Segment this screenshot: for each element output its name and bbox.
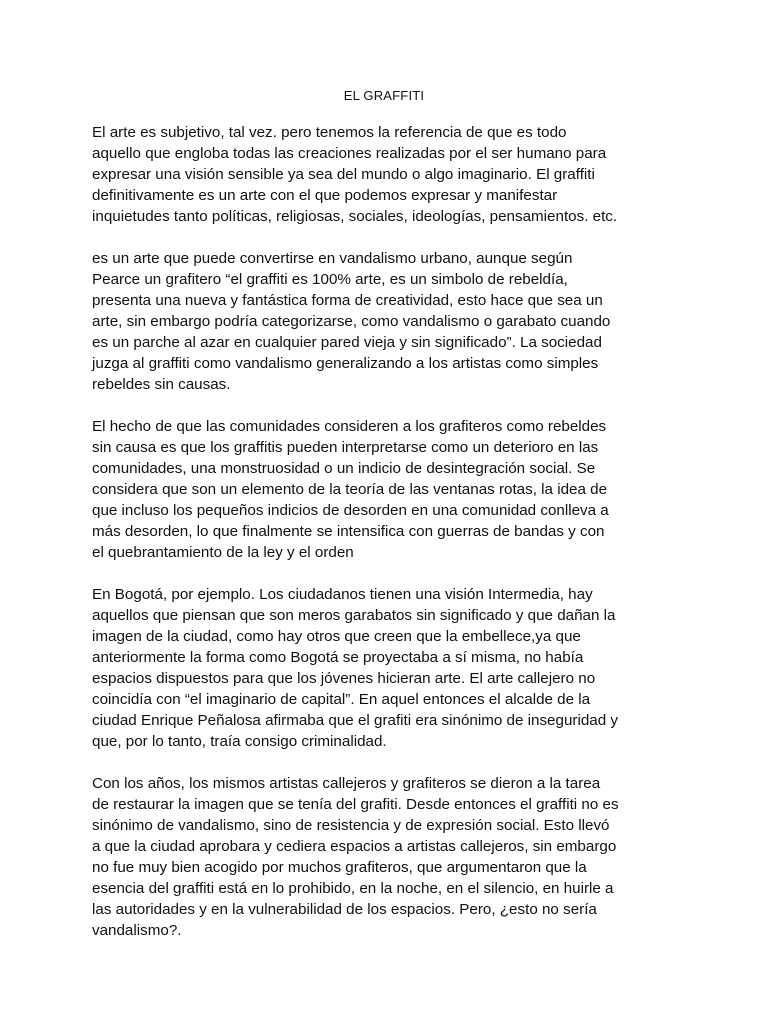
text-line: de restaurar la imagen que se tenía del grafiti. Desde entonces el graffiti no es [92, 796, 619, 813]
text-line: expresar una visión sensible ya sea del mundo o algo imaginario. El graffiti [92, 166, 595, 183]
document-body [92, 122, 692, 962]
text-line: En Bogotá, por ejemplo. Los ciudadanos tienen una visión Intermedia, hay [92, 586, 593, 603]
text-line: anteriormente la forma como Bogotá se proyectaba a sí misma, no había [92, 649, 584, 666]
text-line: es un parche al azar en cualquier pared vieja y sin significado”. La sociedad [92, 334, 602, 351]
text-line: espacios dispuestos para que los jóvenes hicieran arte. El arte callejero no [92, 670, 596, 687]
text-line: es un arte que puede convertirse en vandalismo urbano, aunque según [92, 250, 573, 267]
paragraph [92, 248, 692, 395]
text-line: no fue muy bien acogido por muchos grafiteros, que argumentaron que la [92, 859, 587, 876]
text-line: imagen de la ciudad, como hay otros que creen que la embellece,ya que [92, 628, 581, 645]
text-line: aquello que engloba todas las creaciones realizadas por el ser humano para [92, 145, 607, 162]
text-line: que, por lo tanto, traía consigo criminalidad. [92, 733, 387, 750]
text-line: comunidades, una monstruosidad o un indicio de desintegración social. Se [92, 460, 596, 477]
text-line: arte, sin embargo podría categorizarse, como vandalismo o garabato cuando [92, 313, 611, 330]
text-line: que incluso los pequeños indicios de desorden en una comunidad conlleva a [92, 502, 609, 519]
text-line: El arte es subjetivo, tal vez. pero tenemos la referencia de que es todo [92, 124, 567, 141]
paragraph [92, 773, 692, 941]
text-line: Con los años, los mismos artistas callejeros y grafiteros se dieron a la tarea [92, 775, 601, 792]
text-line: esencia del graffiti está en lo prohibido, en la noche, en el silencio, en huirle a [92, 880, 614, 897]
text-line: vandalismo?. [92, 922, 182, 939]
text-line: aquellos que piensan que son meros garabatos sin significado y que dañan la [92, 607, 616, 624]
document-title: EL GRAFFITI [343, 88, 425, 103]
paragraph [92, 122, 692, 227]
text-line: ciudad Enrique Peñalosa afirmaba que el grafiti era sinónimo de inseguridad y [92, 712, 618, 729]
text-line: a que la ciudad aprobara y cediera espacios a artistas callejeros, sin embargo [92, 838, 617, 855]
text-line: El hecho de que las comunidades consideren a los grafiteros como rebeldes [92, 418, 607, 435]
text-line: rebeldes sin causas. [92, 376, 231, 393]
text-line: coincidía con “el imaginario de capital”. En aquel entonces el alcalde de la [92, 691, 591, 708]
text-line: inquietudes tanto políticas, religiosas, sociales, ideologías, pensamientos. etc. [92, 208, 618, 225]
text-line: presenta una nueva y fantástica forma de creatividad, esto hace que sea un [92, 292, 603, 309]
text-line: considera que son un elemento de la teoría de las ventanas rotas, la idea de [92, 481, 608, 498]
text-line: sinónimo de vandalismo, sino de resistencia y de expresión social. Esto llevó [92, 817, 610, 834]
text-line: Pearce un grafitero “el graffiti es 100% arte, es un simbolo de rebeldía, [92, 271, 568, 288]
text-line: juzga al graffiti como vandalismo generalizando a los artistas como simples [92, 355, 599, 372]
text-line: más desorden, lo que finalmente se intensifica con guerras de bandas y con [92, 523, 605, 540]
paragraph [92, 584, 692, 752]
text-line: sin causa es que los graffitis pueden interpretarse como un deterioro en las [92, 439, 599, 456]
text-line: las autoridades y en la vulnerabilidad de los espacios. Pero, ¿esto no sería [92, 901, 597, 918]
paragraph [92, 416, 692, 563]
text-line: definitivamente es un arte con el que podemos expresar y manifestar [92, 187, 558, 204]
text-line: el quebrantamiento de la ley y el orden [92, 544, 354, 561]
